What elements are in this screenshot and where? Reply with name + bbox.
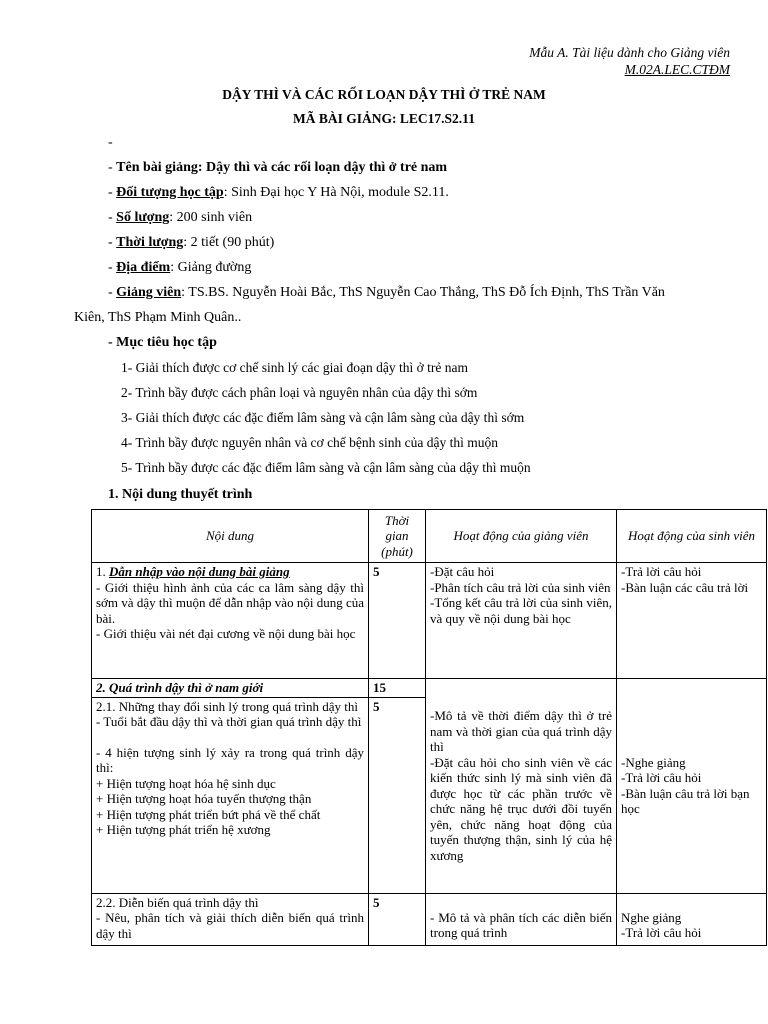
student-activity: -Trả lời câu hỏi	[621, 925, 702, 940]
header-time: Thời gian (phút)	[369, 510, 426, 563]
lecturer-label: Giảng viên	[116, 285, 182, 300]
duration-value: : 2 tiết (90 phút)	[183, 235, 275, 250]
row1-student	[617, 563, 767, 679]
objective-item: 3- Giải thích được các đặc điểm lâm sàng và cận lâm sàng của dậy thì sớm	[121, 410, 525, 425]
empty-dash: -	[108, 135, 113, 150]
objective-item: 4- Trình bầy được nguyên nhân và cơ chế bệnh sinh của dậy thì muộn	[121, 435, 499, 450]
location-value: : Giảng đường	[170, 260, 252, 275]
row1-title: Dẫn nhập vào nội dung bài giảng	[109, 564, 290, 579]
row2-title: 2. Quá trình dậy thì ở nam giới	[92, 679, 369, 698]
header-teacher-activity: Hoạt động của giảng viên	[426, 510, 617, 563]
row4-teacher: - Mô tả và phân tích các diễn biến trong quá trình	[426, 893, 617, 945]
teacher-activity: -Phân tích câu trả lời của sinh viên	[430, 579, 611, 595]
count-label: Số lượng	[116, 210, 170, 225]
header-content: Nội dung	[92, 510, 369, 563]
lecture-content-table	[91, 509, 767, 946]
row1-num: 1.	[96, 564, 109, 579]
student-activity: -Bàn luận câu trả lời bạn học	[621, 785, 750, 817]
lecturer-line: - Giảng viên: TS.BS. Nguyễn Hoài Bắc, ThS Nguyễn Cao Thắng, ThS Đỗ Ích Định, ThS Trần Văn	[108, 285, 665, 300]
section-heading: 1. Nội dung thuyết trình	[108, 487, 253, 502]
teacher-activity: -Mô tả về thời điểm dậy thì ở trẻ nam và thời gian của quá trình dậy thì	[430, 708, 612, 755]
row1-teacher	[426, 563, 617, 679]
lecture-code: MÃ BÀI GIẢNG: LEC17.S2.11	[293, 111, 475, 126]
content-line: + Hiện tượng phát triển bứt phá về thể chất	[96, 806, 321, 822]
table-row	[92, 679, 767, 698]
row4-content	[92, 893, 369, 945]
row1-time: 5	[369, 563, 426, 679]
teacher-activity: -Tổng kết câu trả lời của sinh viên, và quy về nội dung bài học	[430, 595, 612, 626]
count-line: - Số lượng: 200 sinh viên	[108, 210, 253, 225]
table-header-row	[92, 510, 767, 563]
row4-student	[617, 893, 767, 945]
lecture-name-line: - Tên bài giảng: Dậy thì và các rối loạn dậy thì ở trẻ nam	[108, 160, 448, 175]
lecture-name: Tên bài giảng: Dậy thì và các rối loạn dậy thì ở trẻ nam	[116, 160, 448, 175]
row1-content	[92, 563, 369, 679]
teacher-activity: -Đặt câu hỏi	[430, 564, 495, 579]
document-title: DẬY THÌ VÀ CÁC RỐI LOẠN DẬY THÌ Ở TRẺ NAM	[222, 87, 546, 102]
location-line: - Địa điểm: Giảng đường	[108, 260, 252, 275]
student-activity: -Nghe giảng	[621, 754, 686, 770]
content-line: + Hiện tượng phát triển hệ xương	[96, 822, 271, 837]
student-activity: Nghe giảng	[621, 909, 682, 925]
duration-label: Thời lượng	[116, 235, 184, 250]
content-line: 2.2. Diễn biến quá trình dậy thì	[96, 894, 259, 910]
audience-label: Đối tượng học tập	[116, 185, 224, 200]
content-line: - 4 hiện tượng sinh lý xảy ra trong quá trình dậy thì:	[96, 744, 364, 775]
row1-body: - Giới thiệu vài nét đại cương về nội dung bài học	[96, 626, 356, 641]
location-label: Địa điểm	[116, 260, 171, 275]
teacher-activity: -Đặt câu hỏi cho sinh viên về các kiến thức sinh lý mà sinh viên đã được học từ các phần trước về chức năng hệ trục dưới đồi tuyến yên, chức năng hoạt động của tuyến thượng thận, sinh lý của hệ xương	[430, 754, 612, 863]
content-line: 2.1. Những thay đổi sinh lý trong quá trình dậy thì	[96, 698, 358, 714]
content-line: + Hiện tượng hoạt hóa tuyến thượng thận	[96, 791, 312, 806]
student-activity: -Bàn luận các câu trả lời	[621, 579, 749, 595]
table-row	[92, 893, 767, 945]
objective-item: 5- Trình bầy được các đặc điểm lâm sàng và cận lâm sàng của dậy thì muộn	[121, 460, 531, 475]
row1-body: - Giới thiệu hình ảnh của các ca lâm sàng dậy thì sớm và dậy thì muộn để dẫn nhập vào nội dung của bài.	[96, 579, 364, 626]
audience-line: - Đối tượng học tập: Sinh Đại học Y Hà Nội, module S2.11.	[108, 185, 449, 200]
row4-time: 5	[369, 893, 426, 945]
row3-content	[92, 697, 369, 893]
lecturer-line-2: Kiên, ThS Phạm Minh Quân..	[74, 310, 242, 325]
content-line: - Tuổi bắt đầu dậy thì và thời gian quá trình dậy thì	[96, 714, 362, 729]
row3-time: 5	[369, 697, 426, 893]
lecturer-value-1: : TS.BS. Nguyễn Hoài Bắc, ThS Nguyễn Cao Thắng, ThS Đỗ Ích Định, ThS Trần Văn	[181, 285, 665, 300]
row2-student	[617, 679, 767, 894]
objective-item: 1- Giải thích được cơ chế sinh lý các giai đoạn dậy thì ở trẻ nam	[121, 360, 468, 375]
content-line: - Nêu, phân tích và giải thích diễn biến quá trình dậy thì	[96, 910, 364, 941]
objective-item: 2- Trình bầy được cách phân loại và nguyên nhân của dậy thì sớm	[121, 385, 478, 400]
count-value: : 200 sinh viên	[169, 210, 253, 225]
objectives-heading: - Mục tiêu học tập	[108, 335, 217, 350]
duration-line: - Thời lượng: 2 tiết (90 phút)	[108, 235, 275, 250]
audience-value: : Sinh Đại học Y Hà Nội, module S2.11.	[223, 185, 449, 200]
table-row	[92, 563, 767, 679]
form-label: Mẫu A. Tài liệu dành cho Giảng viên	[529, 45, 730, 60]
student-activity: -Trả lời câu hỏi	[621, 564, 702, 579]
form-code: M.02A.LEC.CTĐM	[624, 62, 730, 77]
student-activity: -Trả lời câu hỏi	[621, 770, 702, 786]
row2-teacher	[426, 679, 617, 894]
row2-time: 15	[369, 679, 426, 698]
content-line: + Hiện tượng hoạt hóa hệ sinh dục	[96, 775, 276, 791]
header-student-activity: Hoạt động của sinh viên	[617, 510, 767, 563]
